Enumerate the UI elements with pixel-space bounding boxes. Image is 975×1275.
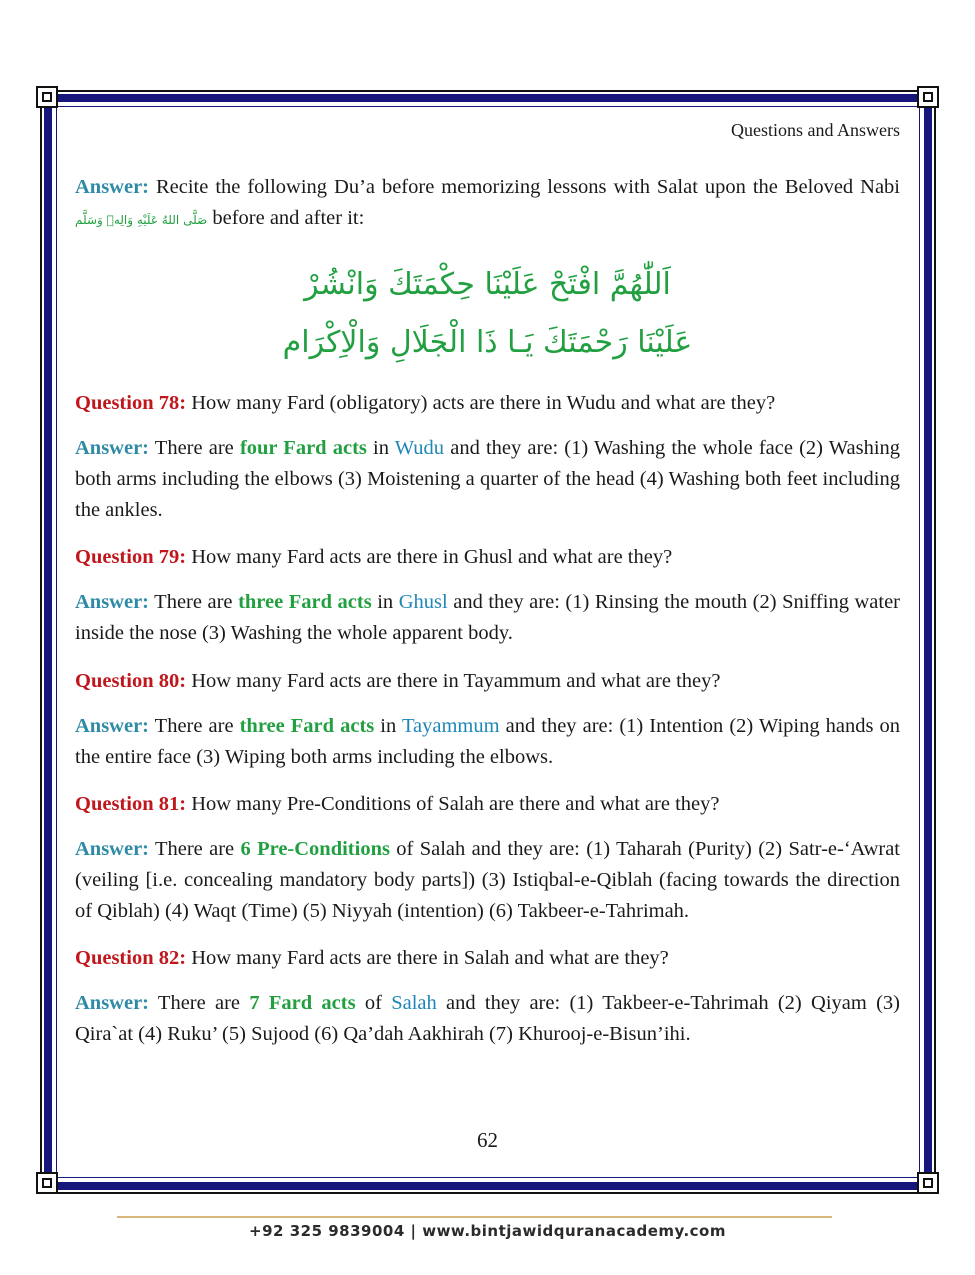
answer-text: There are [149,838,241,860]
answer-label: Answer: [75,838,150,860]
question-label: Question 79: [75,546,187,568]
answer-text: in [374,715,402,737]
answer-term: Tayammum [401,715,500,737]
question-label: Question 80: [75,670,187,692]
question-text: How many Fard acts are there in Salah and what are they? [186,947,669,969]
answer-text: There are [149,591,239,613]
dua-line-2: عَلَيْنَا رَحْمَتَكَ يَـا ذَا الْجَلَالِ وَالْاِكْرَام [282,325,693,360]
question-80 [75,666,900,697]
intro-text-2: before and after it: [207,207,365,229]
answer-highlight: 7 Fard acts [249,992,356,1014]
question-text: How many Pre-Conditions of Salah are there and what are they? [186,793,720,815]
answer-text: in [371,591,399,613]
honorific-text: صَلَّى اللهُ عَلَيْهِ وَالِهٖ وَسَلَّم [75,213,208,227]
dua-line-1: اَللّٰهُمَّ افْتَحْ عَلَيْنَا حِكْمَتَكَ وَانْشُرْ [304,267,671,302]
question-text: How many Fard acts are there in Ghusl and what are they? [186,546,673,568]
answer-text: and they are: (1) Rinsing the mouth (2) Sniffing water inside the nose (3) Washing the whole apparent body. [75,591,900,644]
answer-82 [75,988,900,1050]
question-78 [75,388,900,419]
corner-ornament-top-right [917,86,939,108]
question-82 [75,943,900,974]
answer-label: Answer: [75,437,150,459]
answer-term: Ghusl [398,591,448,613]
corner-ornament-top-left [36,86,58,108]
question-label: Question 78: [75,392,187,414]
answer-79 [75,587,900,649]
answer-81 [75,834,900,927]
answer-text: of Salah and they are: (1) Taharah (Purity) (2) Satr-e-‘Awrat (veiling [i.e. concealing mandatory body parts]) (3) Istiqbal-e-Qiblah (facing towards the direction of Qiblah) (4) Waqt (Time) (5) Niyyah (intention) (6) Takbeer-e-Tahrimah. [75,838,900,922]
page-content [75,172,900,1050]
answer-highlight: three Fard acts [238,591,372,613]
answer-80 [75,711,900,773]
answer-label: Answer: [75,992,150,1014]
question-text: How many Fard acts are there in Tayammum and what are they? [186,670,721,692]
intro-answer [75,172,900,236]
answer-highlight: three Fard acts [239,715,375,737]
question-label: Question 81: [75,793,187,815]
answer-text: and they are: (1) Takbeer-e-Tahrimah (2) Qiyam (3) Qira`at (4) Ruku’ (5) Sujood (6) Qa’dah Aakhirah (7) Khurooj-e-Bisun’ihi. [75,992,901,1045]
answer-text: and they are: (1) Intention (2) Wiping hands on the entire face (3) Wiping both arms including the elbows. [75,715,901,768]
answer-text: There are [149,715,240,737]
answer-text: in [366,437,395,459]
answer-highlight: four Fard acts [239,437,367,459]
answer-highlight: 6 Pre-Conditions [240,838,390,860]
answer-text: There are [149,437,240,459]
answer-label: Answer: [75,715,150,737]
footer-divider [117,1216,832,1218]
answer-term: Salah [391,992,437,1014]
intro-text-1: Recite the following Du’a before memorizing lessons with Salat upon the Beloved Nabi [149,176,900,198]
answer-78 [75,433,900,526]
corner-ornament-bottom-right [917,1172,939,1194]
question-81 [75,789,900,820]
running-header: Questions and Answers [731,120,900,140]
footer-contact: +92 325 9839004 | www.bintjawidquranacademy.com [249,1222,726,1240]
question-label: Question 82: [75,947,187,969]
answer-text: of [355,992,392,1014]
question-text: How many Fard (obligatory) acts are there in Wudu and what are they? [186,392,776,414]
answer-term: Wudu [394,437,445,459]
page-number: 62 [477,1128,498,1152]
answer-text: and they are: (1) Washing the whole face (2) Washing both arms including the elbows (3) Moistening a quarter of the head (4) Washing both feet including the ankles. [75,437,901,521]
answer-text: There are [149,992,250,1014]
answer-label: Answer: [75,176,150,198]
question-79 [75,542,900,573]
answer-label: Answer: [75,591,150,613]
dua-block [75,256,900,372]
corner-ornament-bottom-left [36,1172,58,1194]
